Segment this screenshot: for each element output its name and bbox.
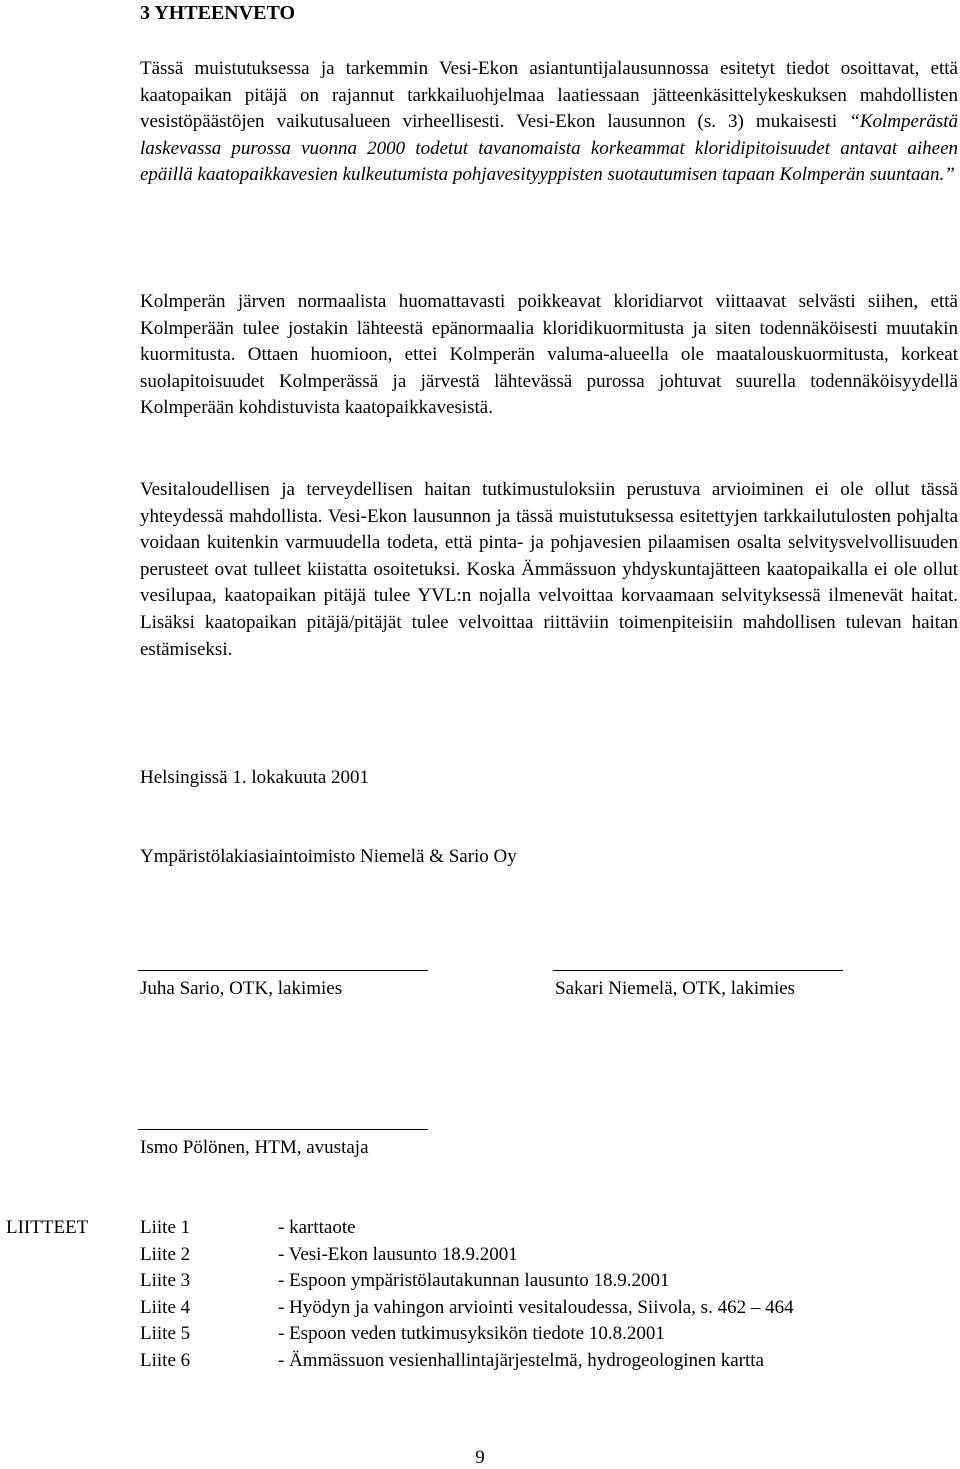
attachment-row	[140, 1243, 940, 1270]
paragraph-summary-quote: “Kolmperästä laskevassa purossa vuonna 2000 todetut tavanomaista korkeammat kloridipitoisuudet antavat aiheen epäillä kaatopaikkavesien kulkeutumista pohjavesityyppisten suotautumisen tapaan Kolmperän suuntaan.”	[140, 111, 958, 186]
paragraph-chloride: Kolmperän järven normaalista huomattavasti poikkeavat kloridiarvot viittaavat selvästi siihen, että Kolmperään tulee jostakin lähteestä epänormaalia kloridikuormitusta ja siten todennäköisesti muutakin kuormitusta. Ottaen huomioon, ettei Kolmperän valuma-alueella ole maatalouskuormitusta, korkeat suolapitoisuudet Kolmperässä ja järvestä lähtevässä purossa johtuvat suurella todennäköisyydellä Kolmperään kohdistuvista kaatopaikkavesistä.	[140, 291, 958, 419]
attachment-row	[140, 1349, 940, 1376]
section-heading: 3 YHTEENVETO	[140, 2, 296, 24]
attachment-description: - Espoon ympäristölautakunnan lausunto 18.9.2001	[278, 1270, 670, 1292]
attachment-number: Liite 5	[140, 1323, 191, 1345]
attachment-number: Liite 4	[140, 1296, 191, 1318]
attachment-number: Liite 6	[140, 1350, 191, 1371]
paragraph-summary-text: Tässä muistutuksessa ja tarkemmin Vesi-Ekon asiantuntijalausunnossa esitetyt tiedot osoittavat, että kaatopaikan pitäjä on rajannut tarkkailuohjelmaa laatiessaan jätteenkäsittelykeskuksen mahdollisten vesistöpäästöjen vaikutusalueen virheellisesti. Vesi-Ekon lausunnon (s. 3) mukaisesti	[140, 58, 958, 133]
attachment-row	[140, 1296, 940, 1323]
attachment-description: - Hyödyn ja vahingon arviointi vesitaloudessa, Siivola, s. 462 – 464	[278, 1296, 794, 1318]
attachment-description: - Espoon veden tutkimusyksikön tiedote 10.8.2001	[278, 1323, 665, 1345]
attachment-row	[140, 1322, 940, 1349]
signature-line-3	[138, 1129, 428, 1130]
place-date: Helsingissä 1. lokakuuta 2001	[140, 767, 370, 788]
attachment-row	[140, 1216, 940, 1243]
signatory-2: Sakari Niemelä, OTK, lakimies	[555, 978, 796, 999]
organization-name: Ympäristölakiasiaintoimisto Niemelä & Sario Oy	[140, 846, 517, 867]
signatory-1: Juha Sario, OTK, lakimies	[140, 978, 343, 999]
attachment-row	[140, 1269, 940, 1296]
signatory-3: Ismo Pölönen, HTM, avustaja	[140, 1137, 369, 1158]
attachment-description: - karttaote	[278, 1217, 356, 1238]
attachment-number: Liite 1	[140, 1217, 191, 1238]
attachment-number: Liite 2	[140, 1243, 191, 1265]
signature-line-1	[138, 970, 428, 971]
page-number: 9	[475, 1447, 485, 1468]
signature-line-2	[553, 970, 843, 971]
paragraph-conclusion: Vesitaloudellisen ja terveydellisen haitan tutkimustuloksiin perustuva arvioiminen ei ole ollut tässä yhteydessä mahdollista. Vesi-Ekon lausunnon ja tässä muistutuksessa esitettyjen tarkkailutulosten pohjalta voidaan kuitenkin varmuudella todeta, että pinta- ja pohjavesien pilaamisen osalta selvitysvelvollisuuden perusteet ovat tulleet kiistatta osoitetuksi. Koska Ämmässuon yhdyskuntajätteen kaatopaikalla ei ole ollut vesilupaa, kaatopaikan pitäjä tulee YVL:n nojalla velvoittaa korvaamaan selvityksessä ilmenevät haitat. Lisäksi kaatopaikan pitäjä/pitäjät tulee velvoittaa riittäviin toimenpiteisiin mahdollisen tulevan haitan estämiseksi.	[140, 479, 958, 660]
attachment-description: - Vesi-Ekon lausunto 18.9.2001	[278, 1243, 518, 1265]
attachments-label: LIITTEET	[6, 1217, 89, 1238]
attachment-description: - Ämmässuon vesienhallintajärjestelmä, hydrogeologinen kartta	[278, 1350, 764, 1371]
paragraph-summary	[140, 56, 958, 189]
attachment-number: Liite 3	[140, 1270, 191, 1292]
